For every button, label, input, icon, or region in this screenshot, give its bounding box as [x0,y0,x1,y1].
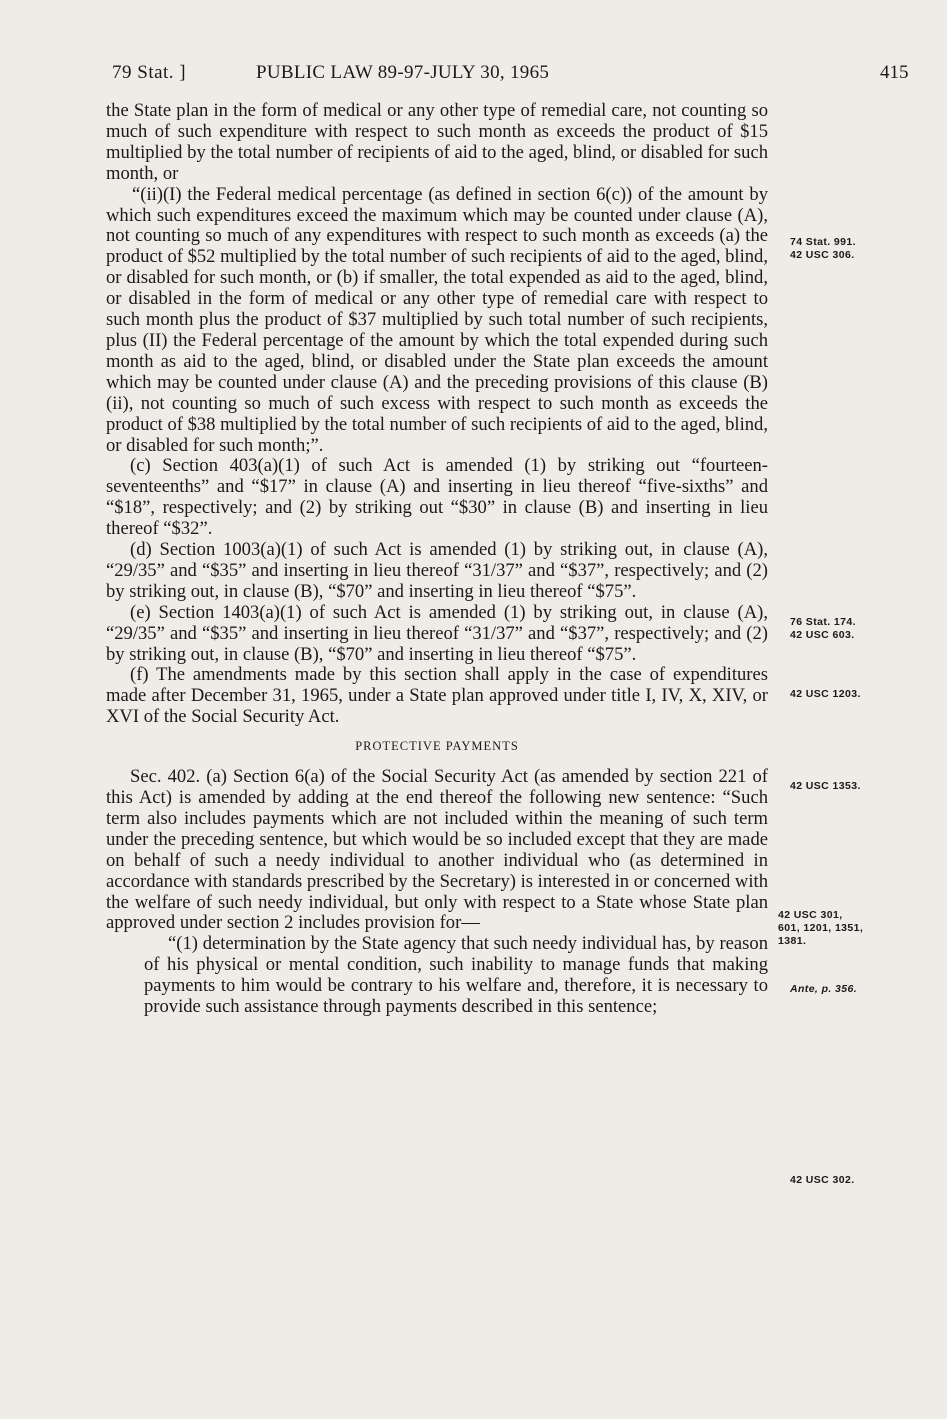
margin-note: Ante, p. 356. [790,983,858,995]
page-title: PUBLIC LAW 89-97-JULY 30, 1965 [256,62,550,83]
paragraph-clause-ii: “(ii)(I) the Federal medical percentage (as defined in section 6(c)) of the amount by which such expenditures exceed the maximum which may be counted under clause (A), not counting so much of any expenditures with respect to such month as exceeds (a) the product of $52 multiplied by the total number of such recipients of aid to the aged, blind, or disabled for such month, or (b) if smaller, the total expended as aid to the aged, blind, or disabled in the form of medical or any other type of remedial care with respect to such month plus the product of $37 multiplied by such total number of such recipients, plus (II) the Federal percentage of the amount by which the total expended during such month as aid to the aged, blind, or disabled under the State plan exceeds the amount which may be counted under clause (A) and the preceding provisions of this clause (B)(ii), not counting so much of such excess with respect to such month as exceeds the product of $38 multiplied by the total number of such recipients of aid to the aged, blind, or disabled for such month;”. [106,183,768,456]
margin-note: 76 Stat. 174. 42 USC 603. [790,616,856,641]
margin-note: 42 USC 1203. [790,688,861,700]
paragraph-sec-402: Sec. 402. (a) Section 6(a) of the Social Security Act (as amended by section 221 of this Act) is amended by adding at the end thereof the following new sentence: “Such term also includes payments which are not included within the meaning of such term under the preceding sentence, but which would be so included except that they are made on behalf of such a needy individual to another individual who (as determined in accordance with standards prescribed by the Secretary) is interested in or concerned with the welfare of such needy individual, but only with respect to a State whose State plan approved under section 2 includes provision for— [106,766,768,934]
margin-note: 42 USC 302. [790,1174,855,1186]
margin-note: 42 USC 1353. [790,780,861,792]
volume-label: 79 Stat. ] [112,62,187,83]
page-number: 415 [880,62,909,83]
margin-note: 74 Stat. 991. 42 USC 306. [790,236,856,261]
paragraph-c: (c) Section 403(a)(1) of such Act is amended (1) by striking out “fourteen-seventeenths” and “$17” in clause (A) and inserting in lieu thereof “five-sixths” and “$18”, respectively; and (2) by striking out “$30” in clause (B) and inserting in lieu thereof “$32”. [106,455,768,540]
margin-note: 42 USC 301, 601, 1201, 1351, 1381. [778,909,864,947]
paragraph-e: (e) Section 1403(a)(1) of such Act is amended (1) by striking out, in clause (A), “29/35” and “$35” and inserting in lieu thereof “31/37” and “$37”, respectively; and (2) by striking out, in clause (B), “$70” and inserting in lieu thereof “$75”. [106,601,768,665]
body-text [106,101,768,1018]
paragraph-continuation: the State plan in the form of medical or any other type of remedial care, not counting so much of such expenditure with respect to such month as exceeds the product of $15 multiplied by the total number of recipients of aid to the aged, blind, or disabled for such month, or [106,100,768,184]
paragraph-f: (f) The amendments made by this section shall apply in the case of expenditures made after December 31, 1965, under a State plan approved under title I, IV, X, XIV, or XVI of the Social Security Act. [106,664,768,728]
paragraph-d: (d) Section 1003(a)(1) of such Act is amended (1) by striking out, in clause (A), “29/35” and “$35” and inserting in lieu thereof “31/37” and “$37”, respectively; and (2) by striking out, in clause (B), “$70” and inserting in lieu thereof “$75”. [106,539,768,602]
paragraph-item-1: “(1) determination by the State agency that such needy individual has, by reason of his physical or mental condition, such inability to manage funds that making payments to him would be contrary to his welfare and, therefore, it is necessary to provide such assistance through payments described in this sentence; [144,933,768,1018]
section-heading: PROTECTIVE PAYMENTS [355,739,519,754]
